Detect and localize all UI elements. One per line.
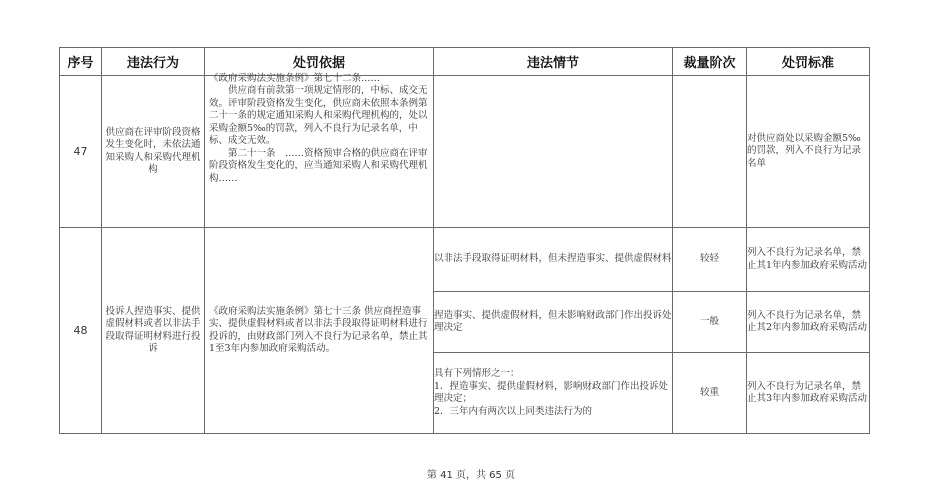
row-47-basis xyxy=(205,72,434,228)
row-48-standard-severe: 列入不良行为记录名单，禁止其3年内参加政府采购活动 xyxy=(747,353,870,434)
row-48-standard-general: 列入不良行为记录名单，禁止其2年内参加政府采购活动 xyxy=(747,292,870,353)
row-47-basis-p1: 《政府采购法实施条例》第七十二条…… xyxy=(209,72,381,84)
row-48-circumstances-light: 以非法手段取得证明材料，但未捏造事实、提供虚假材料 xyxy=(434,228,673,292)
header-serial-number: 序号 xyxy=(60,48,102,76)
row-48-basis: 《政府采购法实施条例》第七十三条 供应商捏造事实、提供虚假材料或者以非法手段取得证明材料进行投诉的，由财政部门列入不良行为记录名单，禁止其1至3年内参加政府采购活动。 xyxy=(205,228,434,434)
row-47-standard: 对供应商处以采购金额5‰的罚款，列入不良行为记录名单 xyxy=(747,76,870,228)
table-row xyxy=(60,76,870,228)
header-violation: 违法行为 xyxy=(102,48,205,76)
table-header-row xyxy=(60,48,870,76)
row-47-basis-p3: 第二十一条 ……资格预审合格的供应商在评审阶段资格发生变化的，应当通知采购人和采购代理机构…… xyxy=(209,147,428,184)
row-47-violation: 供应商在评审阶段资格发生变化时，未依法通知采购人和采购代理机构 xyxy=(102,76,205,228)
row-48-number: 48 xyxy=(60,228,102,434)
header-circumstances: 违法情节 xyxy=(434,48,673,76)
penalty-table xyxy=(59,47,870,434)
row-47-basis-p2: 供应商有前款第一项规定情形的，中标、成交无效。评审阶段资格发生变化，供应商未依照本条例第二十一条的规定通知采购人和采购代理机构的，处以采购金额5‰的罚款，列入不良行为记录名单，中标、成交无效。 xyxy=(209,85,428,146)
row-48-level-light: 较轻 xyxy=(673,228,747,292)
row-47-level xyxy=(673,76,747,228)
page-number: 第 41 页，共 65 页 xyxy=(426,470,516,481)
row-48-standard-light: 列入不良行为记录名单，禁止其1年内参加政府采购活动 xyxy=(747,228,870,292)
row-48-circumstances-severe: 具有下列情形之一： 1．捏造事实、提供虚假材料，影响财政部门作出投诉处理决定； 2．三年内有两次以上同类违法行为的 xyxy=(434,353,673,434)
row-48-violation: 投诉人捏造事实、提供虚假材料或者以非法手段取得证明材料进行投诉 xyxy=(102,228,205,434)
table-row xyxy=(60,228,870,292)
header-discretion-level: 裁量阶次 xyxy=(673,48,747,76)
header-penalty-standard: 处罚标准 xyxy=(747,48,870,76)
row-47-circumstances xyxy=(434,76,673,228)
row-48-circumstances-general: 捏造事实、提供虚假材料，但未影响财政部门作出投诉处理决定 xyxy=(434,292,673,353)
row-48-level-severe: 较重 xyxy=(673,353,747,434)
header-penalty-basis: 处罚依据 xyxy=(205,48,434,76)
row-48-level-general: 一般 xyxy=(673,292,747,353)
row-47-number: 47 xyxy=(60,76,102,228)
